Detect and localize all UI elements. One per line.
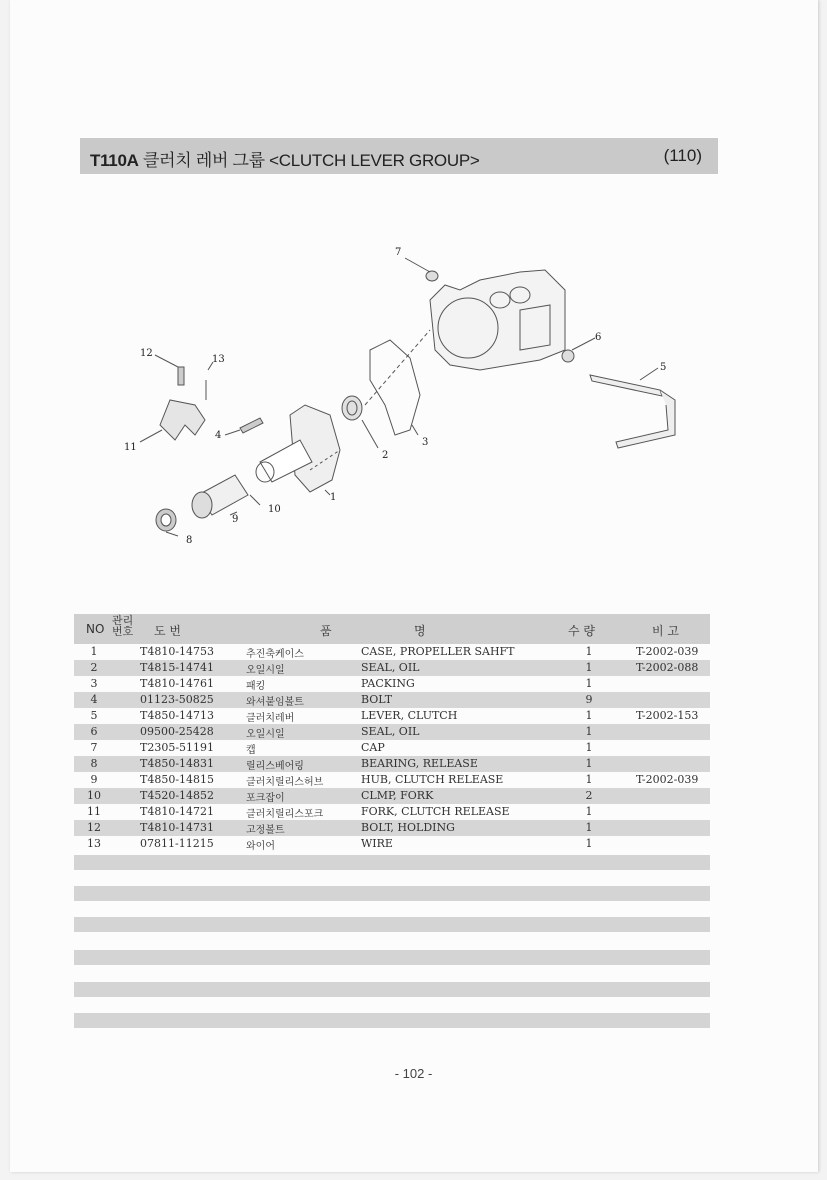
cell-korean-name: 릴리스베어링 [246,761,304,772]
cell-part-number: T4810-14761 [140,677,215,690]
cell-korean-name: 와이어 [246,841,275,852]
cell-english-name: BOLT [361,693,393,706]
table-body [74,644,710,852]
cell-no: 7 [90,741,98,754]
cell-english-name: FORK, CLUTCH RELEASE [361,805,510,818]
table-blank-row [74,886,710,901]
cell-qty: 1 [585,677,593,690]
cell-no: 5 [90,709,98,722]
cell-korean-name: 와셔붙임볼트 [246,697,304,708]
section-title [90,146,480,171]
cell-english-name: PACKING [361,677,415,690]
cell-remarks: T-2002-153 [636,709,699,722]
cell-part-number: T4850-14815 [140,773,215,786]
cell-english-name: SEAL, OIL [361,661,420,674]
cell-korean-name: 패킹 [246,681,266,692]
header-remarks: 비 고 [652,624,679,638]
table-row [74,692,710,708]
cell-qty: 1 [585,837,593,850]
cell-korean-name: 캡 [246,745,256,756]
table-row [74,660,710,676]
cell-korean-name: 포크잡이 [246,793,285,804]
cell-no: 10 [87,789,101,802]
table-row [74,708,710,724]
table-row [74,820,710,836]
cell-no: 13 [87,837,101,850]
cell-korean-name: 오일시일 [246,729,285,740]
cell-qty: 1 [585,821,593,834]
table-row [74,756,710,772]
table-blank-row [74,1013,710,1028]
header-qty: 수 량 [568,624,595,638]
table-row [74,676,710,692]
cell-part-number: T4850-14831 [140,757,215,770]
callout-12: 12 [140,348,153,359]
table-blank-row [74,855,710,870]
header-name-2: 명 [414,624,426,638]
callout-4: 4 [215,430,222,441]
cell-part-number: T4520-14852 [140,789,215,802]
cell-no: 3 [90,677,98,690]
cell-qty: 1 [585,773,593,786]
table-row [74,644,710,660]
cell-qty: 1 [585,645,593,658]
cell-part-number: T4810-14731 [140,821,215,834]
callout-8: 8 [186,535,193,546]
header-mgmt [112,615,133,637]
table-blank-row [74,950,710,965]
table-header [74,614,710,644]
cell-part-number: T4810-14721 [140,805,215,818]
table-row [74,788,710,804]
cell-no: 12 [87,821,101,834]
callout-11: 11 [124,442,137,453]
callout-1: 1 [330,492,337,503]
cell-qty: 1 [585,725,593,738]
page-number: - 102 - [394,1066,433,1081]
cell-qty: 1 [585,661,593,674]
section-title-bar [80,138,718,174]
cell-korean-name: 고정볼트 [246,825,285,836]
cell-qty: 1 [585,741,593,754]
cell-remarks: T-2002-039 [636,645,699,658]
table-row [74,804,710,820]
table-blank-row [74,917,710,932]
cell-korean-name: 클러치레버 [246,713,295,724]
group-code: T110A [90,151,139,170]
header-mgmt-line1: 관리 [112,614,134,627]
callout-13: 13 [212,354,225,365]
cell-english-name: SEAL, OIL [361,725,420,738]
group-title: 클러치 레버 그룹 <CLUTCH LEVER GROUP> [143,151,480,170]
cell-no: 9 [90,773,98,786]
parts-table [74,614,710,852]
cell-no: 1 [90,645,98,658]
cell-qty: 1 [585,805,593,818]
cell-korean-name: 클러치릴리스포크 [246,809,324,820]
callout-9: 9 [232,514,239,525]
cell-part-number: T4850-14713 [140,709,215,722]
table-blank-row [74,982,710,997]
header-drawing: 도 번 [154,624,181,638]
cell-qty: 2 [585,789,593,802]
cell-english-name: WIRE [361,837,393,850]
cell-part-number: T4810-14753 [140,645,215,658]
callout-3: 3 [422,437,429,448]
table-row [74,772,710,788]
cell-qty: 9 [585,693,593,706]
cell-no: 11 [87,805,101,818]
cell-english-name: LEVER, CLUTCH [361,709,458,722]
cell-english-name: BEARING, RELEASE [361,757,478,770]
cell-part-number: 09500-25428 [140,725,214,738]
cell-part-number: T2305-51191 [140,741,215,754]
cell-qty: 1 [585,709,593,722]
exploded-parts-diagram [100,230,700,550]
cell-part-number: 01123-50825 [140,693,214,706]
header-no: NO [86,622,105,636]
cell-part-number: 07811-11215 [140,837,214,850]
header-name-1: 품 [320,624,332,638]
table-row [74,724,710,740]
cell-english-name: CASE, PROPELLER SAHFT [361,645,515,658]
cell-korean-name: 추진축케이스 [246,649,304,660]
callout-6: 6 [595,332,602,343]
callout-7: 7 [395,247,402,258]
table-row [74,836,710,852]
cell-no: 8 [90,757,98,770]
cell-english-name: CAP [361,741,385,754]
cell-korean-name: 클러치릴리스허브 [246,777,324,788]
callout-5: 5 [660,362,667,373]
callout-2: 2 [382,450,389,461]
cell-no: 4 [90,693,98,706]
cell-remarks: T-2002-039 [636,773,699,786]
table-row [74,740,710,756]
cell-qty: 1 [585,757,593,770]
header-mgmt-line2: 번호 [112,625,134,638]
cell-english-name: HUB, CLUTCH RELEASE [361,773,504,786]
cell-english-name: BOLT, HOLDING [361,821,455,834]
cell-no: 6 [90,725,98,738]
cell-english-name: CLMP, FORK [361,789,434,802]
cell-remarks: T-2002-088 [636,661,699,674]
group-number: (110) [663,146,702,165]
cell-korean-name: 오일시일 [246,665,285,676]
cell-no: 2 [90,661,98,674]
cell-part-number: T4815-14741 [140,661,215,674]
callout-10: 10 [268,504,281,515]
